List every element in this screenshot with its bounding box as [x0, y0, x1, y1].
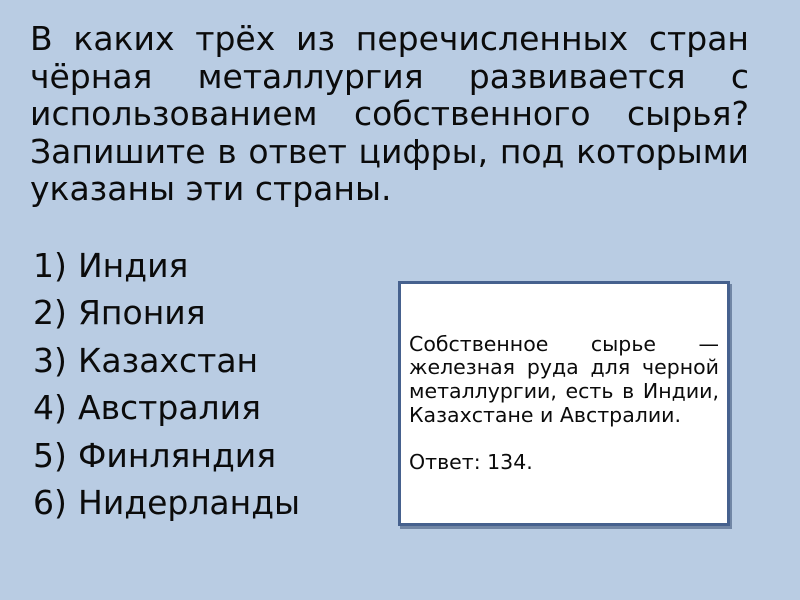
option-label: Япония [78, 293, 206, 333]
answer-text: Ответ: 134. [409, 449, 533, 474]
question-text [30, 20, 749, 208]
answer-box-blank-line [409, 427, 719, 451]
option-label: Австралия [78, 388, 261, 428]
option-label: Индия [78, 246, 189, 285]
option-number: 2) [33, 293, 67, 333]
answer-box-line-1: Собственное сырье — [409, 331, 719, 356]
list-item-2 [33, 289, 300, 336]
option-number: 4) [33, 388, 67, 428]
question-line-2: чёрная металлургия развивается с [30, 56, 749, 96]
options-list [33, 242, 300, 526]
list-item-6 [33, 479, 300, 526]
answer-box-line-2: железная руда для черной [409, 355, 719, 380]
list-item-4 [33, 384, 300, 431]
answer-box-line-4: Казахстане и Австралии. [409, 402, 682, 427]
list-item-3 [33, 337, 300, 384]
question-line-3: использованием собственного сырья? [30, 94, 749, 133]
answer-box [398, 281, 730, 526]
list-item-5 [33, 432, 300, 479]
option-label: Казахстан [78, 340, 259, 380]
answer-box-line-3: металлургии, есть в Индии, [409, 378, 719, 403]
question-line-5: указаны эти страны. [30, 169, 392, 208]
option-number: 6) [33, 483, 67, 523]
question-line-1: В каких трёх из перечисленных стран [30, 19, 749, 58]
option-number: 1) [33, 246, 67, 285]
question-line-4: Запишите в ответ цифры, под которыми [30, 131, 749, 171]
option-label: Финляндия [78, 435, 277, 475]
option-number: 5) [33, 435, 67, 475]
option-label: Нидерланды [78, 483, 301, 523]
list-item-1 [33, 242, 300, 289]
option-number: 3) [33, 340, 67, 380]
